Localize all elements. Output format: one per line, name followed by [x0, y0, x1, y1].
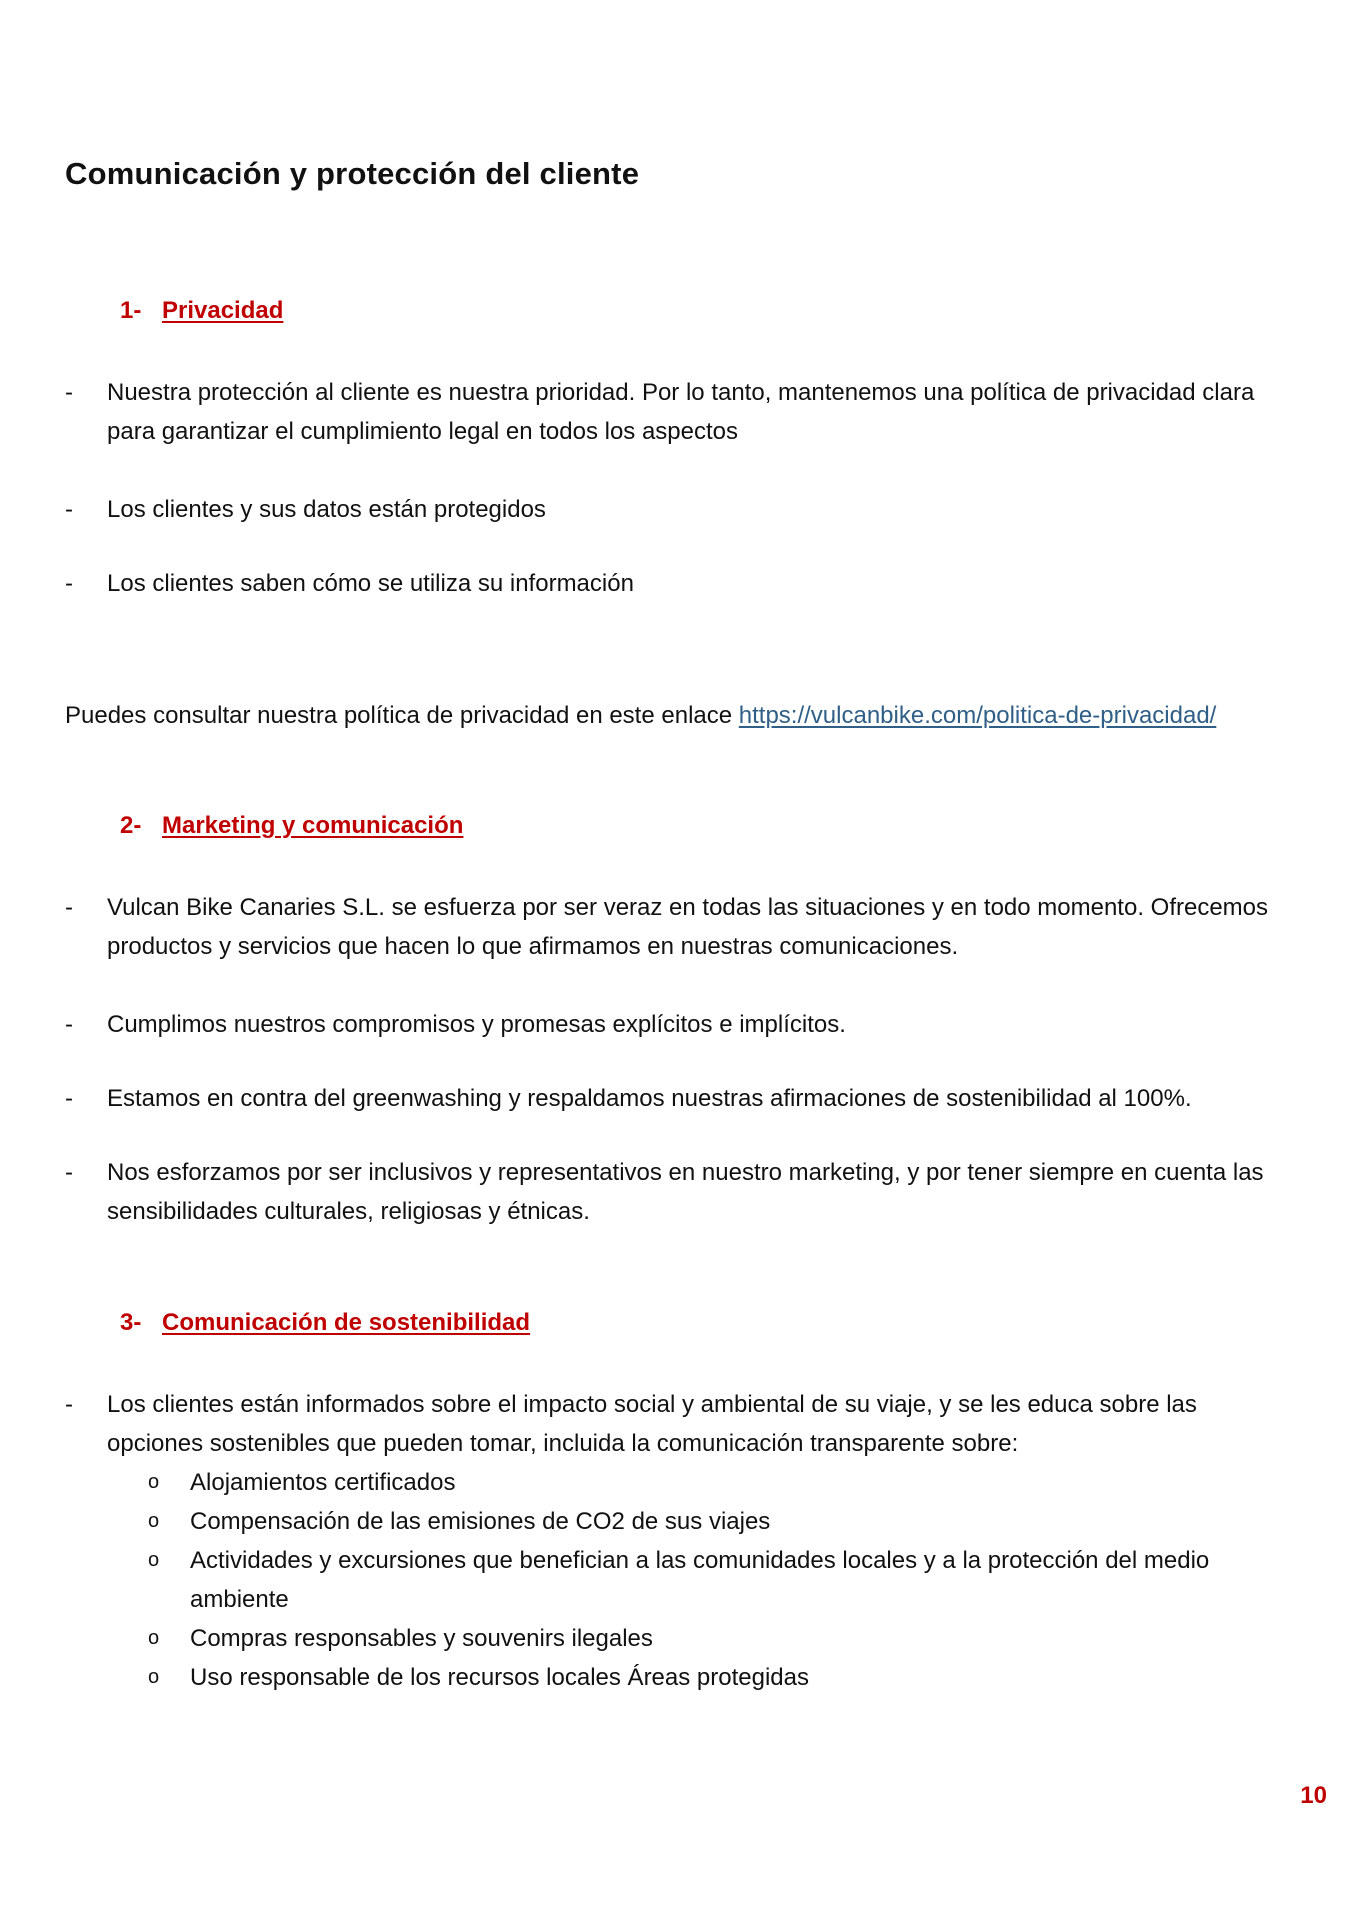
list-item-text: Los clientes saben cómo se utiliza su información — [107, 570, 634, 597]
circle-bullet-icon: o — [148, 1471, 160, 1493]
list-item-text: Nos esforzamos por ser inclusivos y representativos en nuestro marketing, y por tener siempre en cuenta las sensibilidades culturales, religiosas y étnicas. — [107, 1159, 1264, 1225]
bullet-marker: - — [65, 1391, 73, 1418]
circle-bullet-icon: o — [148, 1510, 160, 1532]
list-item-text: Los clientes están informados sobre el impacto social y ambiental de su viaje, y se les educa sobre las opciones sostenibles que pueden tomar, incluida la comunicación transparente sobre: — [107, 1391, 1197, 1457]
list-item-text: Vulcan Bike Canaries S.L. se esfuerza por ser veraz en todas las situaciones y en todo momento. Ofrecemos productos y servicios que hacen lo que afirmamos en nuestras comunicaciones. — [107, 894, 1269, 960]
list-item — [65, 490, 1295, 529]
list-item-text: Estamos en contra del greenwashing y respaldamos nuestras afirmaciones de sostenibilidad al 100%. — [107, 1085, 1192, 1112]
list-item-text: Nuestra protección al cliente es nuestra prioridad. Por lo tanto, mantenemos una política de privacidad clara para garantizar el cumplimiento legal en todos los aspectos — [107, 379, 1255, 445]
section-title: Privacidad — [162, 297, 284, 324]
list-item — [65, 1079, 1295, 1118]
sublist-item-text: Uso responsable de los recursos locales Áreas protegidas — [190, 1664, 809, 1691]
sublist-item — [148, 1658, 1298, 1697]
sublist-item — [148, 1541, 1298, 1619]
sublist-item-text: Alojamientos certificados — [190, 1469, 456, 1496]
sustainability-sublist — [148, 1463, 1298, 1697]
list-item — [65, 1385, 1295, 1463]
privacy-policy-link[interactable]: https://vulcanbike.com/politica-de-privacidad/ — [738, 702, 1217, 729]
bullet-marker: - — [65, 379, 73, 406]
sublist-item — [148, 1463, 1298, 1502]
section-number: 1- — [120, 297, 142, 324]
section-heading-marketing — [120, 812, 463, 840]
section-title: Marketing y comunicación — [162, 812, 464, 839]
circle-bullet-icon: o — [148, 1666, 160, 1688]
section-heading-privacidad — [120, 297, 283, 325]
sublist-item — [148, 1502, 1298, 1541]
page-number: 10 — [1300, 1782, 1327, 1809]
section-number: 2- — [120, 812, 142, 839]
privacy-note-text: Puedes consultar nuestra política de privacidad en este enlace — [65, 702, 739, 729]
privacy-policy-note — [65, 696, 1216, 735]
page-title: Comunicación y protección del cliente — [65, 156, 640, 191]
bullet-marker: - — [65, 1085, 73, 1112]
list-item-text: Los clientes y sus datos están protegidos — [107, 496, 546, 523]
section-number: 3- — [120, 1309, 142, 1336]
sublist-item — [148, 1619, 1298, 1658]
circle-bullet-icon: o — [148, 1627, 160, 1649]
bullet-marker: - — [65, 496, 73, 523]
bullet-marker: - — [65, 570, 73, 597]
list-item — [65, 564, 1295, 603]
sublist-item-text: Compensación de las emisiones de CO2 de sus viajes — [190, 1508, 771, 1535]
list-item — [65, 373, 1295, 451]
bullet-marker: - — [65, 894, 73, 921]
section-heading-sostenibilidad — [120, 1309, 530, 1337]
section-title: Comunicación de sostenibilidad — [162, 1309, 531, 1336]
list-item — [65, 1005, 1295, 1044]
list-item — [65, 888, 1295, 966]
bullet-marker: - — [65, 1011, 73, 1038]
list-item-text: Cumplimos nuestros compromisos y promesas explícitos e implícitos. — [107, 1011, 846, 1038]
sublist-item-text: Actividades y excursiones que benefician a las comunidades locales y a la protección del medio ambiente — [190, 1547, 1210, 1613]
sublist-item-text: Compras responsables y souvenirs ilegales — [190, 1625, 653, 1652]
list-item — [65, 1153, 1295, 1231]
circle-bullet-icon: o — [148, 1549, 160, 1571]
bullet-marker: - — [65, 1159, 73, 1186]
